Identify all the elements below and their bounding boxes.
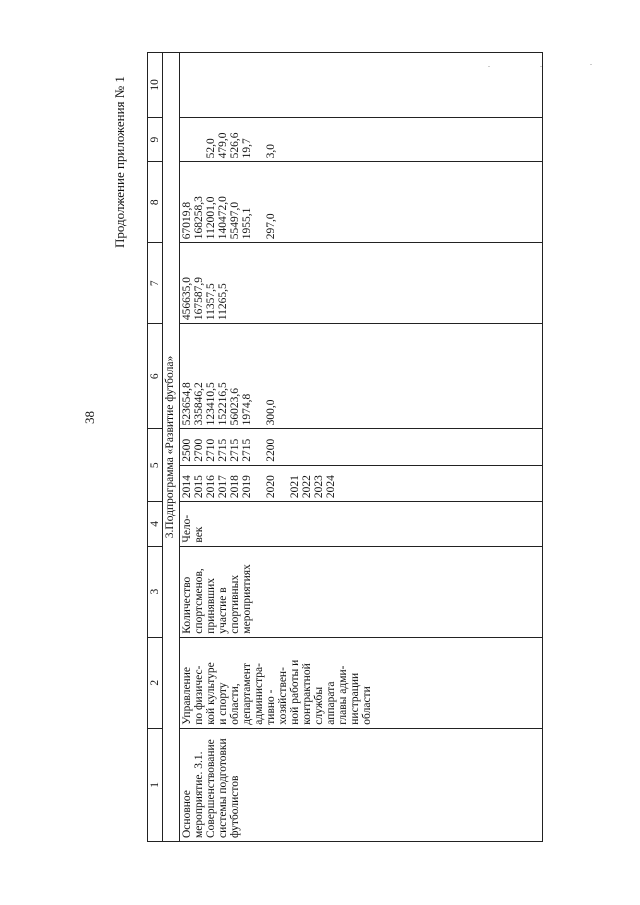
subprogram-row — [163, 53, 180, 842]
page-number: 38 — [82, 411, 97, 424]
header-cell-5: 5 — [148, 429, 163, 502]
header-cell-3: 3 — [148, 546, 163, 637]
header-cell-7: 7 — [148, 243, 163, 324]
scan-speck — [540, 66, 542, 67]
header-cell-2: 2 — [148, 637, 163, 728]
header-cell-6: 6 — [148, 324, 163, 429]
header-cell-9: 9 — [148, 117, 163, 162]
header-cell-4: 4 — [148, 502, 163, 547]
unit-cell: Чело- век — [180, 502, 543, 547]
years-cell: 2014 2015 2016 2017 2018 2019 2020 2021 2022 2023 2024 — [180, 465, 543, 501]
subprogram-title: 3.Подпрограмма «Развитие футбола» — [163, 53, 180, 842]
scan-speck — [590, 64, 592, 65]
rotated-table-container — [147, 52, 589, 842]
indicator-values-cell: 2500 2700 2710 2715 2715 2715 2200 — [180, 429, 543, 465]
table-row — [180, 53, 543, 842]
scan-speck — [488, 66, 490, 67]
responsible-cell: Управление по физичес- кой культуре и спорту области, департамент администра- тивно - хозяйствен- ной работы и контрактной службы аппарата главы адми- нистрации области — [180, 637, 543, 728]
local-funding-cell: 52,0 479,0 526,6 19,7 3,0 — [180, 117, 543, 162]
federal-funding-cell: 456635,0 167587,9 11357,5 11265,5 — [180, 243, 543, 324]
header-row — [148, 53, 163, 842]
data-table — [147, 52, 543, 842]
indicator-cell: Количество спортсменов, принявших участие в спортивных мероприятиях — [180, 546, 543, 637]
regional-funding-cell: 67019,8 168258,3 112001,0 140472,0 55497,0 1955,1 297,0 — [180, 162, 543, 243]
event-name-cell: Основное мероприятие. 3.1. Совершенствование системы подготовки футболистов — [180, 728, 543, 841]
header-cell-10: 10 — [148, 53, 163, 118]
other-funding-cell — [180, 53, 543, 118]
continuation-heading: Продолжение приложения № 1 — [112, 76, 127, 248]
header-cell-1: 1 — [148, 728, 163, 841]
total-funding-cell: 523654,8 335846,2 123410,5 152216,5 56023,6 1974,8 300,0 — [180, 324, 543, 429]
header-cell-8: 8 — [148, 162, 163, 243]
